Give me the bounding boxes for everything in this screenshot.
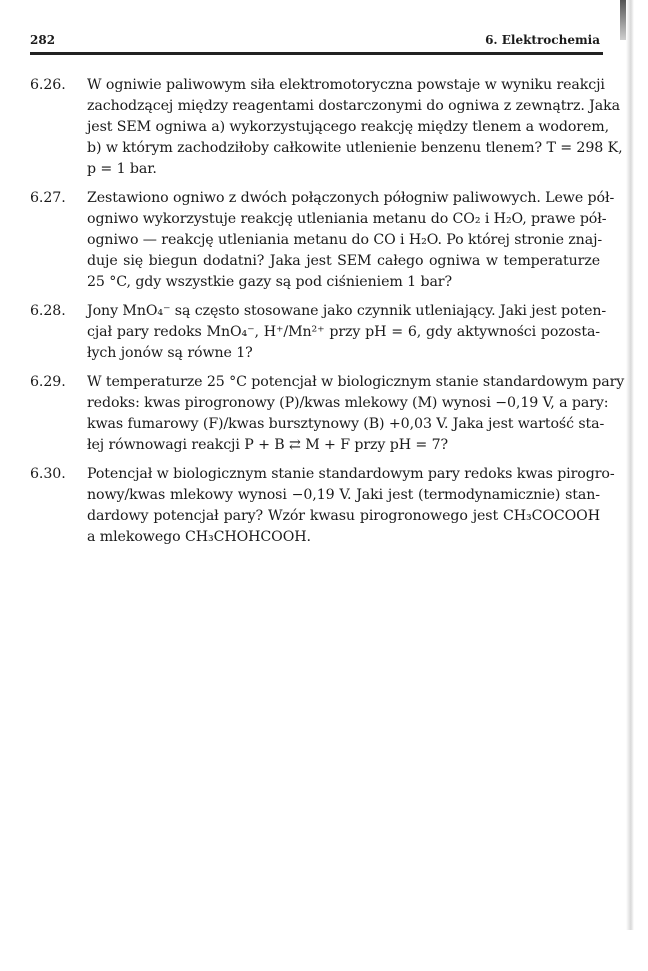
problem-text-line: nowy/kwas mlekowy wynosi −0,19 V. Jaki jest (termodynamicznie) stan-: [87, 487, 600, 503]
chapter-title: 6. Elektrochemia: [485, 33, 600, 47]
problem-text-line: jest SEM ogniwa a) wykorzystującego reakcję między tlenem a wodorem,: [87, 119, 610, 135]
problem-text-line: łej równowagi reakcji P + B ⇄ M + F przy pH = 7?: [87, 437, 449, 453]
problem-number: 6.30.: [30, 466, 66, 482]
problem-text-line: dardowy potencjał pary? Wzór kwasu pirogronowego jest CH₃COCOOH: [87, 508, 600, 524]
problem-6-26: [30, 75, 623, 180]
problem-text-line: W temperaturze 25 °C potencjał w biologicznym stanie standardowym pary: [87, 374, 625, 390]
page-edge-shadow: [626, 0, 634, 930]
problem-6-29: [30, 372, 625, 456]
problem-6-28: [30, 301, 607, 364]
problem-text-line: 25 °C, gdy wszystkie gazy są pod ciśnieniem 1 bar?: [87, 274, 452, 290]
problem-text-line: cjał pary redoks MnO₄⁻, H⁺/Mn²⁺ przy pH = 6, gdy aktywności pozosta-: [87, 324, 600, 340]
problem-text-line: b) w którym zachodziłoby całkowite utlenienie benzenu tlenem? T = 298 K,: [87, 140, 623, 156]
problem-text-line: ogniwo — reakcję utleniania metanu do CO i H₂O. Po której stronie znaj-: [87, 232, 603, 248]
problem-number: 6.27.: [30, 190, 66, 206]
problem-text-line: Zestawiono ogniwo z dwóch połączonych półogniw paliwowych. Lewe pół-: [87, 190, 615, 206]
page-number: 282: [30, 33, 56, 47]
problem-text-line: duje się biegun dodatni? Jaka jest SEM całego ogniwa w temperaturze: [87, 253, 600, 269]
problem-text-line: a mlekowego CH₃CHOHCOOH.: [87, 529, 311, 545]
problem-text-line: p = 1 bar.: [87, 161, 157, 177]
problem-text-line: Jony MnO₄⁻ są często stosowane jako czynnik utleniający. Jaki jest poten-: [87, 303, 607, 319]
problem-text-line: kwas fumarowy (F)/kwas bursztynowy (B) +0,03 V. Jaka jest wartość sta-: [87, 416, 605, 432]
problem-number: 6.28.: [30, 303, 66, 319]
header-rule: [30, 52, 603, 55]
problem-6-27: [30, 188, 615, 293]
page-header: [30, 33, 600, 51]
problem-number: 6.29.: [30, 374, 66, 390]
problem-number: 6.26.: [30, 77, 66, 93]
problem-text-line: ogniwo wykorzystuje reakcję utleniania metanu do CO₂ i H₂O, prawe pół-: [87, 211, 607, 227]
problem-text-line: W ogniwie paliwowym siła elektromotoryczna powstaje w wyniku reakcji: [87, 77, 605, 93]
problem-text-line: Potencjał w biologicznym stanie standardowym pary redoks kwas pirogro-: [87, 466, 615, 482]
problem-text-line: zachodzącej między reagentami dostarczonymi do ogniwa z zewnątrz. Jaka: [87, 98, 620, 114]
problem-text-line: redoks: kwas pirogronowy (P)/kwas mlekowy (M) wynosi −0,19 V, a pary:: [87, 395, 609, 411]
problem-text-line: łych jonów są równe 1?: [87, 345, 253, 361]
problem-list: [30, 75, 625, 556]
problem-6-30: [30, 464, 615, 548]
